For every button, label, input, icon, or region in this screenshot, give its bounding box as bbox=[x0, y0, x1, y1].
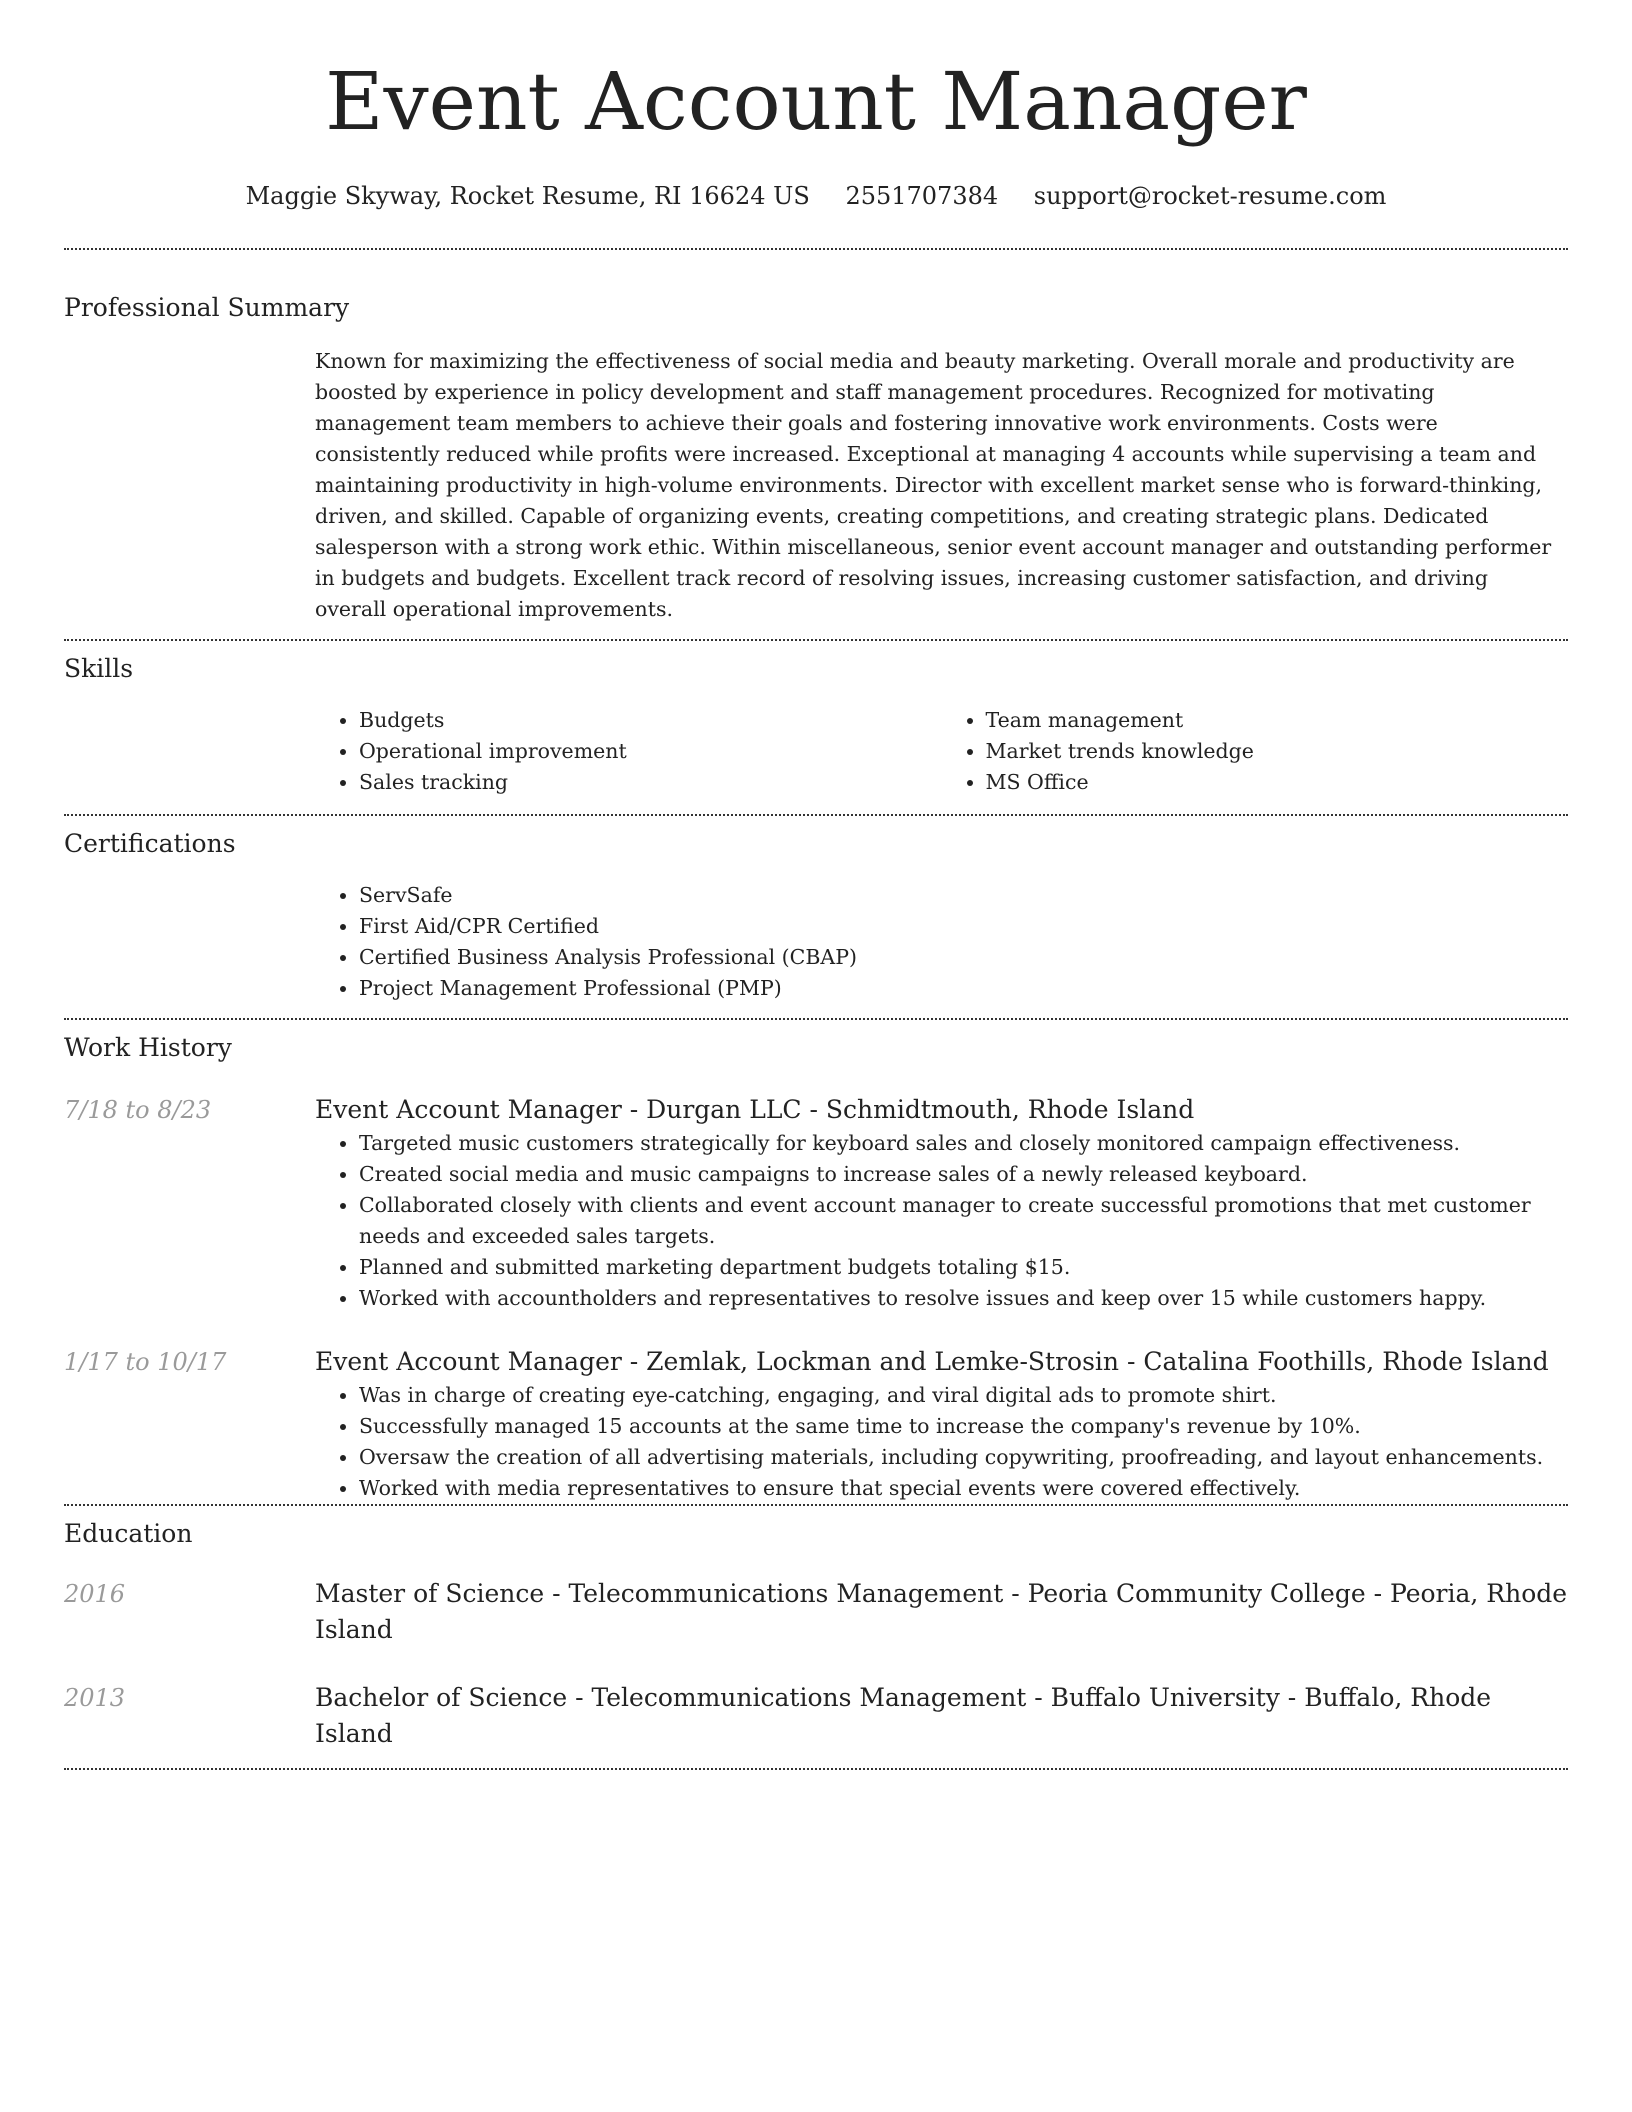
summary-heading: Professional Summary bbox=[64, 293, 350, 322]
job-bullet: • Worked with accountholders and representatives to resolve issues and keep over 15 while customers happy. bbox=[359, 1283, 1568, 1314]
work-history-section bbox=[64, 1032, 1568, 1504]
divider bbox=[64, 1768, 1568, 1770]
job-company-location: - Durgan LLC - Schmidtmouth, Rhode Island bbox=[621, 1095, 1195, 1124]
skills-grid bbox=[315, 705, 1568, 798]
divider bbox=[64, 1504, 1568, 1506]
skill-item: • Budgets bbox=[359, 705, 942, 736]
job-bullet: • Oversaw the creation of all advertising materials, including copywriting, proofreading, and layout enhancements. bbox=[359, 1442, 1568, 1473]
job-dates: 7/18 to 8/23 bbox=[64, 1096, 212, 1124]
certifications-section bbox=[64, 828, 1568, 1004]
certification-item: • Project Management Professional (PMP) bbox=[359, 973, 1568, 1004]
skills-section bbox=[64, 653, 1568, 798]
education-year: 2016 bbox=[64, 1580, 126, 1608]
education-entry bbox=[64, 1576, 1568, 1648]
certifications-heading: Certifications bbox=[64, 829, 236, 858]
education-school-location: - Peoria Community College - Peoria, Rhode Island bbox=[315, 1579, 1568, 1644]
contact-address: Maggie Skyway, Rocket Resume, RI 16624 US bbox=[245, 182, 810, 210]
certification-item: • First Aid/CPR Certified bbox=[359, 911, 1568, 942]
job-bullet: • Targeted music customers strategically for keyboard sales and closely monitored campaign effectiveness. bbox=[359, 1128, 1568, 1159]
job-title bbox=[315, 1092, 1568, 1128]
education-school-location: - Buffalo University - Buffalo, Rhode Island bbox=[315, 1683, 1492, 1748]
skills-heading: Skills bbox=[64, 654, 134, 683]
skill-item: • Team management bbox=[986, 705, 1569, 736]
job-bullets bbox=[315, 1380, 1568, 1504]
job-company-location: - Zemlak, Lockman and Lemke-Strosin - Catalina Foothills, Rhode Island bbox=[621, 1347, 1549, 1376]
education-body bbox=[315, 1680, 1568, 1752]
skill-item: • Market trends knowledge bbox=[986, 736, 1569, 767]
education-title bbox=[315, 1680, 1568, 1752]
job-bullet: • Planned and submitted marketing department budgets totaling $15. bbox=[359, 1252, 1568, 1283]
education-degree: Master of Science - Telecommunications Management bbox=[315, 1579, 1004, 1608]
divider bbox=[64, 814, 1568, 816]
education-entry bbox=[64, 1680, 1568, 1752]
job-role: Event Account Manager bbox=[315, 1347, 622, 1376]
job-bullets bbox=[315, 1128, 1568, 1314]
certification-item: • Certified Business Analysis Professional (CBAP) bbox=[359, 942, 1568, 973]
education-degree: Bachelor of Science - Telecommunications Management bbox=[315, 1683, 1027, 1712]
education-title bbox=[315, 1576, 1568, 1648]
job-role: Event Account Manager bbox=[315, 1095, 622, 1124]
job-bullet: • Created social media and music campaigns to increase sales of a newly released keyboard. bbox=[359, 1159, 1568, 1190]
job-bullet: • Was in charge of creating eye-catching, engaging, and viral digital ads to promote shirt. bbox=[359, 1380, 1568, 1411]
contact-email: support@rocket-resume.com bbox=[1033, 182, 1387, 210]
education-heading: Education bbox=[64, 1519, 193, 1548]
job-bullet: • Collaborated closely with clients and event account manager to create successful promotions that met customer needs and exceeded sales targets. bbox=[359, 1190, 1568, 1252]
divider bbox=[64, 1018, 1568, 1020]
summary-text: Known for maximizing the effectiveness of social media and beauty marketing. Overall morale and productivity are boosted by experience in policy development and staff management procedures. Recognized for motivating management team members to achieve their goals and fostering innovative work environments. Costs were consistently reduced while profits were increased. Exceptional at managing 4 accounts while supervising a team and maintaining productivity in high-volume environments. Director with excellent market sense who is forward-thinking, driven, and skilled. Capable of organizing events, creating competitions, and creating strategic plans. Dedicated salesperson with a strong work ethic. Within miscellaneous, senior event account manager and outstanding performer in budgets and budgets. Excellent track record of resolving issues, increasing customer satisfaction, and driving overall operational improvements. bbox=[315, 349, 1552, 621]
job-dates: 1/17 to 10/17 bbox=[64, 1348, 227, 1376]
certification-item: • ServSafe bbox=[359, 880, 1568, 911]
work-history-heading: Work History bbox=[64, 1033, 232, 1062]
job-body bbox=[315, 1092, 1568, 1314]
skill-item: • Operational improvement bbox=[359, 736, 942, 767]
divider bbox=[64, 248, 1568, 250]
contact-line bbox=[64, 180, 1568, 212]
certifications-list-wrap bbox=[315, 880, 1568, 1004]
education-section bbox=[64, 1518, 1568, 1752]
divider bbox=[64, 639, 1568, 641]
job-bullet: • Worked with media representatives to ensure that special events were covered effectively. bbox=[359, 1473, 1568, 1504]
skill-item: • MS Office bbox=[986, 767, 1569, 798]
summary-section bbox=[64, 292, 1568, 625]
job-title bbox=[315, 1344, 1568, 1380]
job-body bbox=[315, 1344, 1568, 1504]
certifications-list bbox=[315, 880, 1568, 1004]
skills-list-right bbox=[942, 705, 1569, 798]
job-entry bbox=[64, 1344, 1568, 1504]
contact-phone: 2551707384 bbox=[845, 182, 999, 210]
resume-title: Event Account Manager bbox=[325, 55, 1307, 148]
education-year: 2013 bbox=[64, 1684, 126, 1712]
job-entry bbox=[64, 1092, 1568, 1314]
education-body bbox=[315, 1576, 1568, 1648]
skills-list-left bbox=[315, 705, 942, 798]
skill-item: • Sales tracking bbox=[359, 767, 942, 798]
job-bullet: • Successfully managed 15 accounts at the same time to increase the company's revenue by 10%. bbox=[359, 1411, 1568, 1442]
